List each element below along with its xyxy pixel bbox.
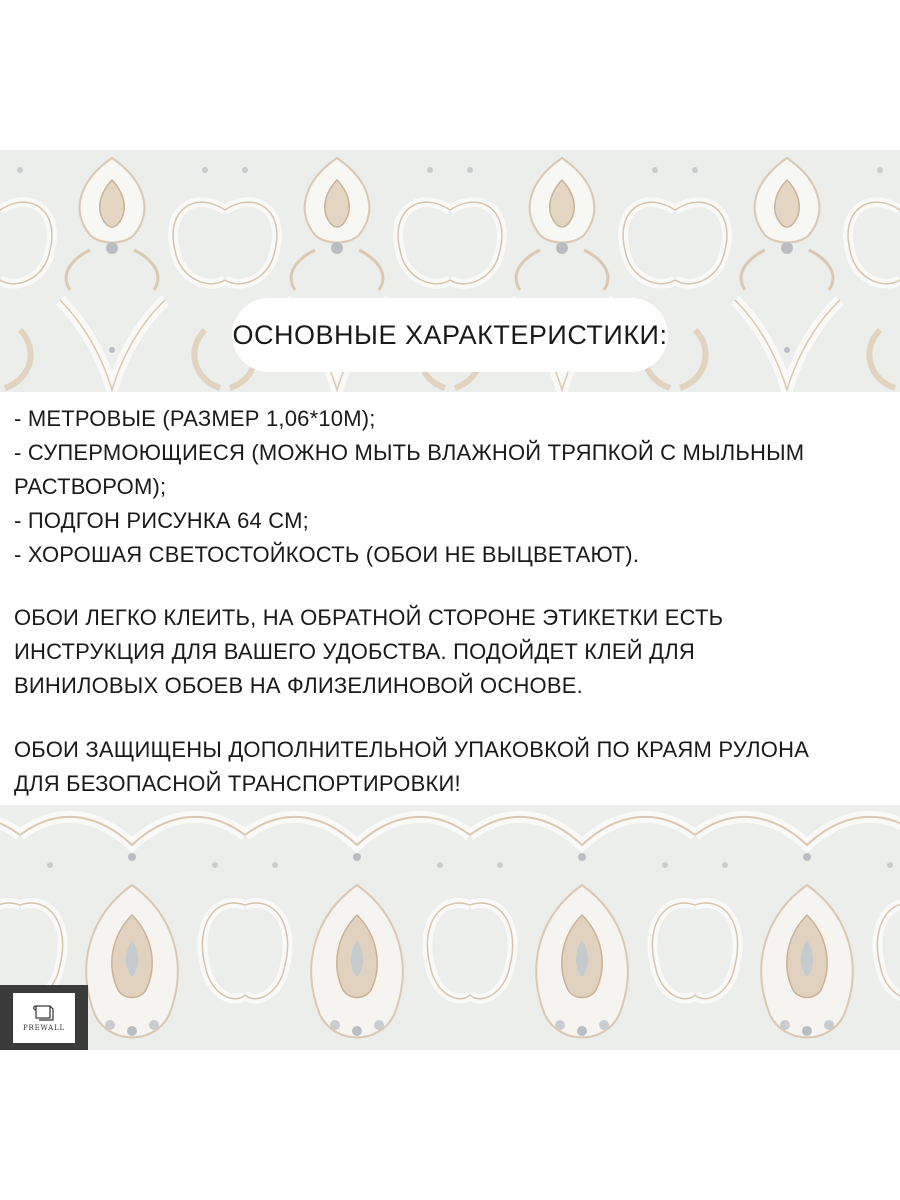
wallpaper-pattern-bottom [0, 805, 900, 1050]
section-title: ОСНОВНЫЕ ХАРАКТЕРИСТИКИ: [232, 298, 668, 372]
spec-line: - ПОДГОН РИСУНКА 64 СМ; [14, 508, 309, 533]
wallpaper-roll-icon [33, 1004, 55, 1022]
spec-line: - ХОРОШАЯ СВЕТОСТОЙКОСТЬ (ОБОИ НЕ ВЫЦВЕТАЮТ). [14, 542, 640, 567]
paragraph-line: ИНСТРУКЦИЯ ДЛЯ ВАШЕГО УДОБСТВА. ПОДОЙДЕТ КЛЕЙ ДЛЯ [14, 639, 695, 664]
brand-logo [0, 985, 88, 1050]
packaging-info-paragraph [14, 733, 889, 801]
paragraph-line: ВИНИЛОВЫХ ОБОЕВ НА ФЛИЗЕЛИНОВОЙ ОСНОВЕ. [14, 673, 583, 698]
paragraph-line: ОБОИ ЛЕГКО КЛЕИТЬ, НА ОБРАТНОЙ СТОРОНЕ ЭТИКЕТКИ ЕСТЬ [14, 605, 724, 630]
damask-ornament-bottom [0, 805, 900, 1050]
spec-line: - МЕТРОВЫЕ (РАЗМЕР 1,06*10М); [14, 406, 376, 431]
brand-logo-text: PREWALL [23, 1023, 65, 1032]
spec-line: - СУПЕРМОЮЩИЕСЯ (МОЖНО МЫТЬ ВЛАЖНОЙ ТРЯПКОЙ С МЫЛЬНЫМ [14, 440, 805, 465]
spec-line: РАСТВОРОМ); [14, 474, 167, 499]
brand-logo-inner [13, 993, 75, 1043]
specs-list [14, 402, 889, 572]
paragraph-line: ОБОИ ЗАЩИЩЕНЫ ДОПОЛНИТЕЛЬНОЙ УПАКОВКОЙ ПО КРАЯМ РУЛОНА [14, 737, 810, 762]
paragraph-line: ДЛЯ БЕЗОПАСНОЙ ТРАНСПОРТИРОВКИ! [14, 771, 461, 796]
gluing-info-paragraph [14, 601, 889, 703]
